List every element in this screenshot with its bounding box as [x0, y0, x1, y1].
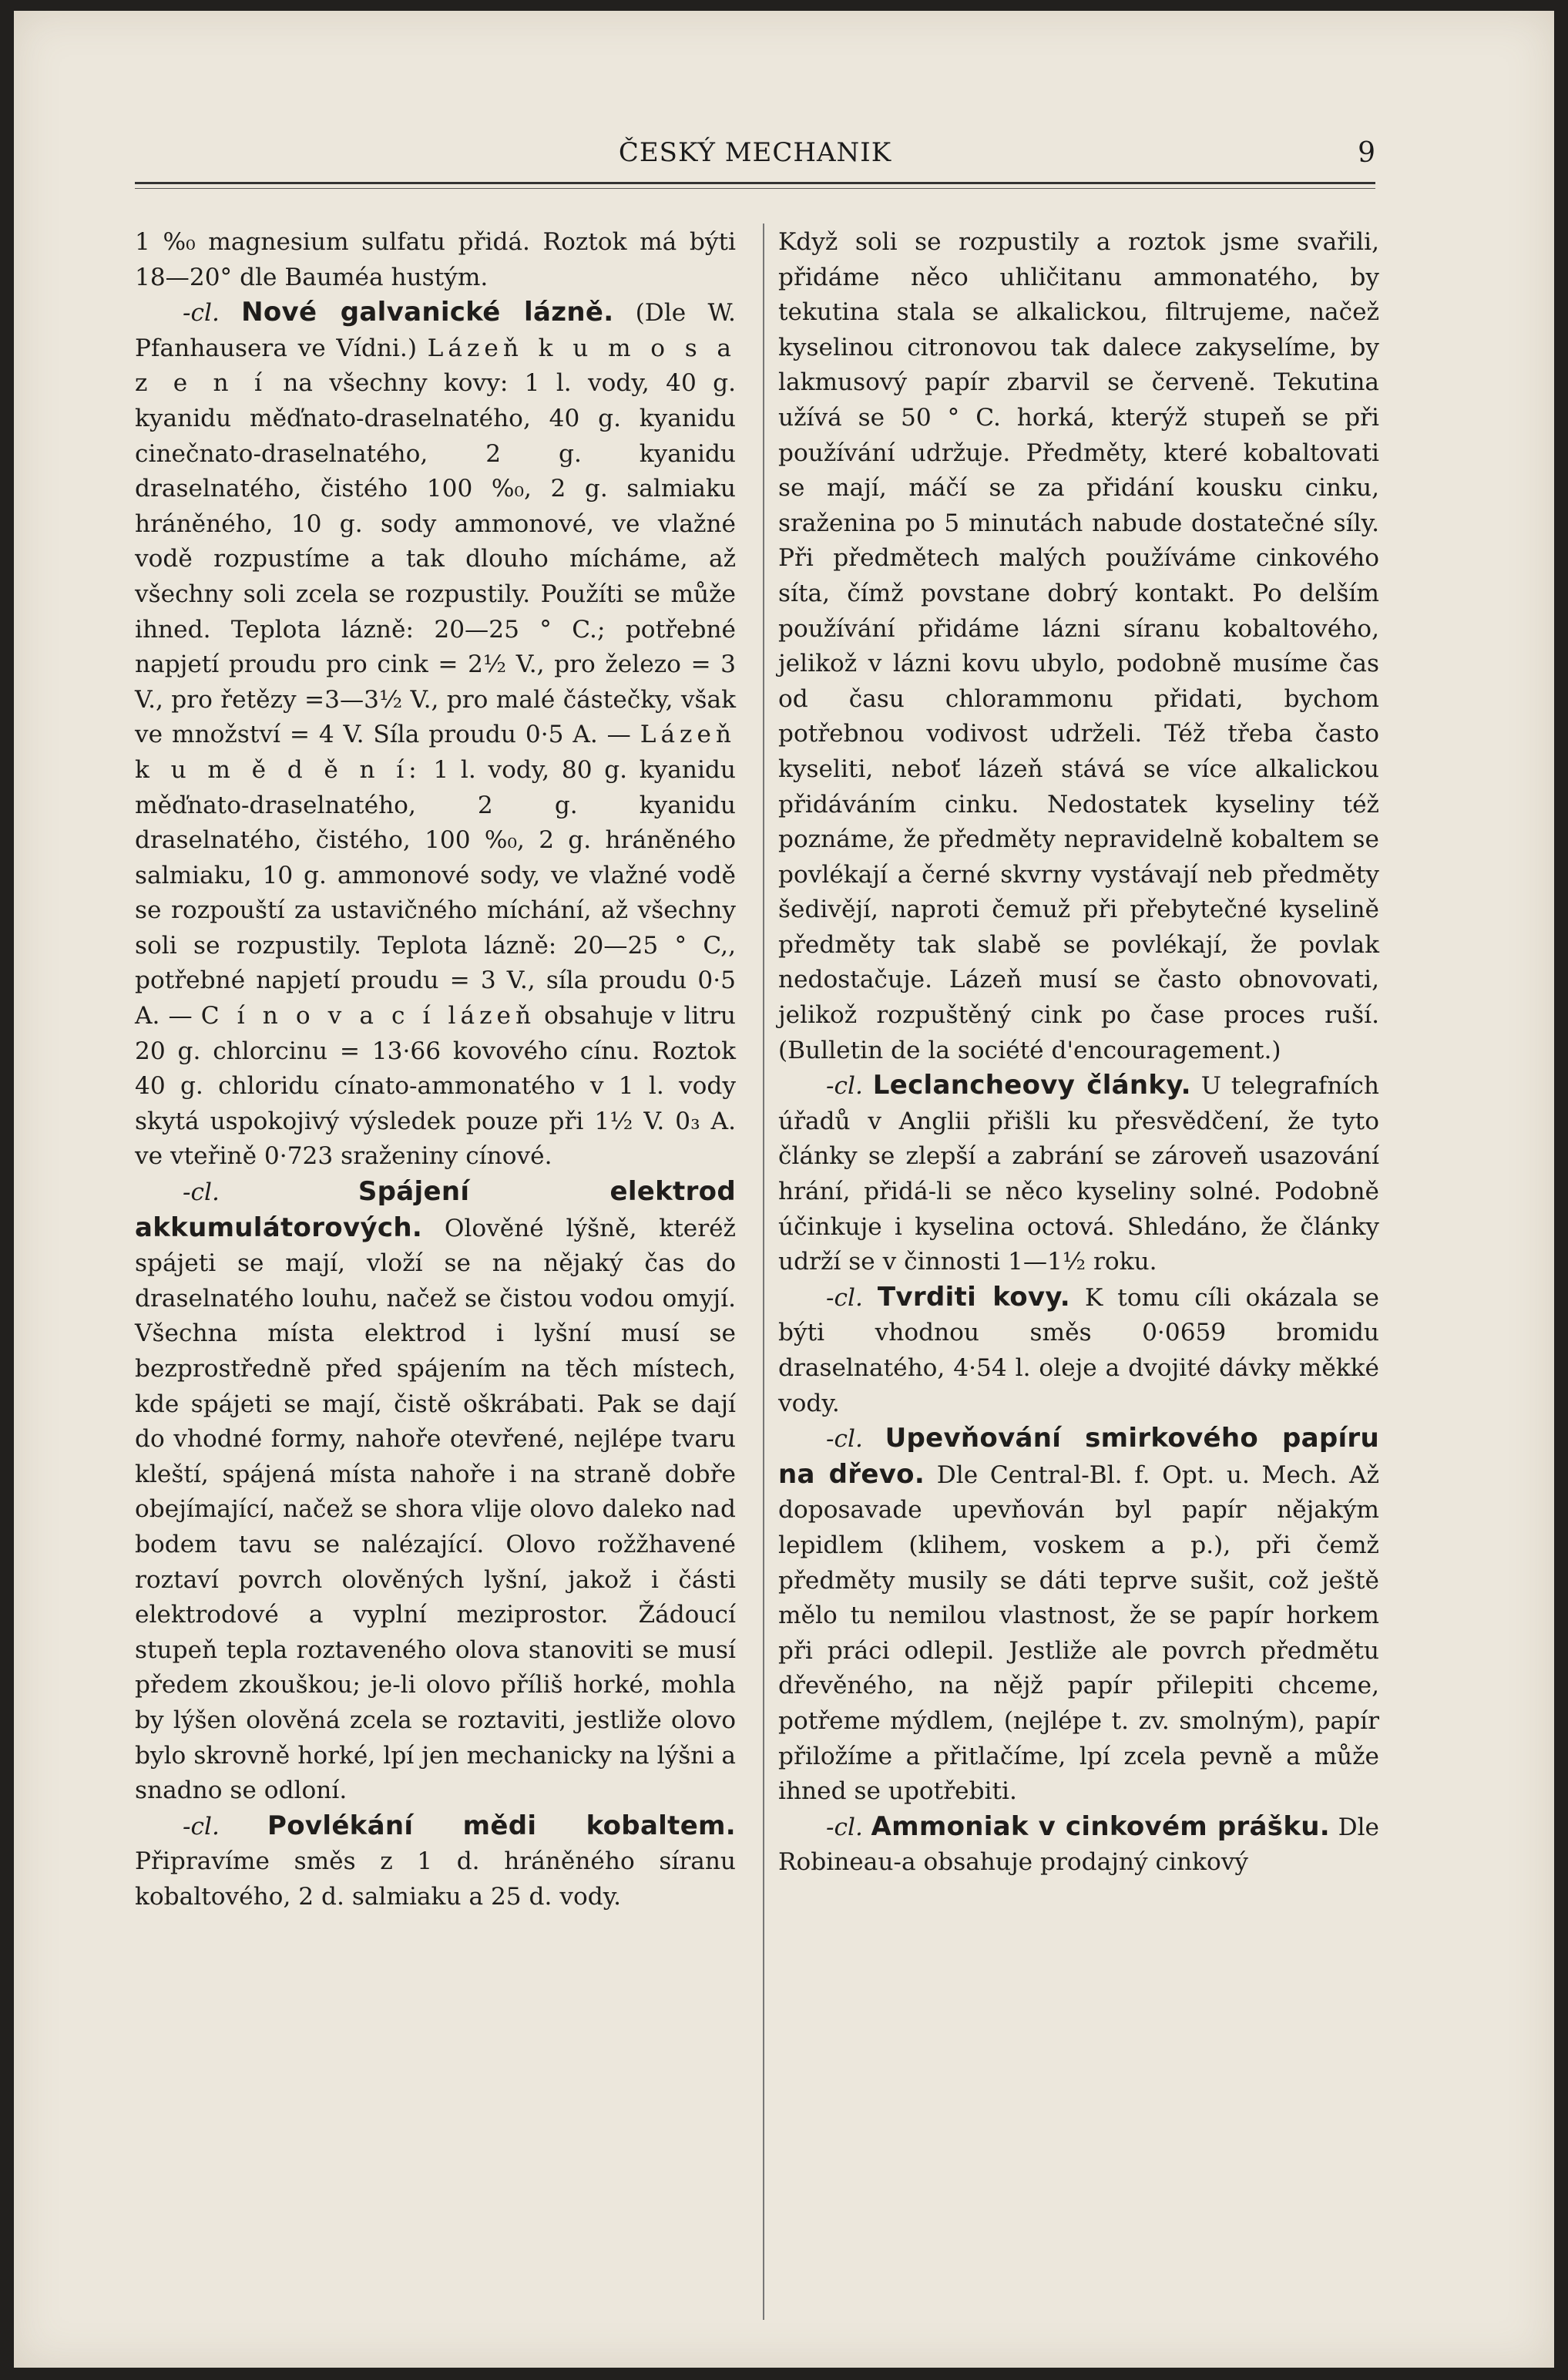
article-byline: -cl.	[826, 1072, 863, 1101]
continued-paragraph: 1 %₀ magnesium sulfatu přidá. Roztok má býti 18—20° dle Bauméa hustým.	[135, 228, 736, 291]
article-ammonia-zinc-powder	[778, 1810, 1379, 1881]
spaced-term: Lázeň k u m o s a z e n í	[135, 334, 736, 398]
article-heading: Upevňování smirkového papíru na dřevo.	[778, 1423, 1379, 1490]
article-text: obsahuje v litru 20 g. chlorcinu = 13·66 kovového cínu. Roztok 40 g. chloridu cínato-ammonatého v 1 l. vody skytá uspokojivý výsledek pouze při 1½ V. 0₃ A. ve vteřině 0·723 sraženiny cínové.	[135, 1002, 736, 1171]
article-heading: Leclancheovy články.	[872, 1070, 1191, 1101]
article-emery-paper	[778, 1421, 1379, 1810]
article-cobalt-plating	[135, 1809, 736, 1915]
article-text: K tomu cíli okázala se býti vhodnou směs 0·0659 bromidu draselnatého, 4·54 l. oleje a dvojité dávky měkké vody.	[778, 1283, 1380, 1417]
journal-title: ČESKÝ MECHANIK	[618, 137, 892, 168]
left-column	[135, 225, 736, 1915]
article-text: (Dle W. Pfanhausera ve Vídni.)	[135, 299, 736, 362]
column-divider	[763, 224, 764, 2320]
running-header	[135, 137, 1375, 176]
right-column	[778, 225, 1379, 1881]
page-number: 9	[1358, 137, 1375, 169]
article-heading: Tvrditi kovy.	[877, 1281, 1070, 1313]
article-heading: Ammoniak v cinkovém prášku.	[871, 1810, 1330, 1842]
article-byline: -cl.	[826, 1813, 863, 1841]
article-heading: Spájení elektrod akkumulátorových.	[135, 1176, 736, 1243]
header-rule	[135, 182, 1375, 184]
article-leclanche-cells	[778, 1068, 1379, 1280]
article-byline: -cl.	[183, 299, 220, 328]
article-text: U telegrafních úřadů v Anglii přišli ku přesvědčení, že tyto články se zlepší a zabrání se zároveň usazování hrání, přidá-li se něco kyseliny solné. Podobně účinkuje i kyselina octová. Shledáno, že články udrží se v činnosti 1—1½ roku.	[778, 1072, 1379, 1276]
article-text: Dle Central-Bl. f. Opt. u. Mech. Až doposavade upevňován byl papír nějakým lepidlem (klihem, voskem a p.), při čemž předměty musily se dáti teprve sušit, což ještě mělo tu nemilou vlastnost, že se papír horkem při práci odlepil. Jestliže ale povrch předmětu dřevěného, na nějž papír přilepiti chceme, potřeme mýdlem, (nejlépe t. zv. smolným), papír přiložíme a přitlačíme, lpí zcela pevně a může ihned se upotřebiti.	[778, 1461, 1380, 1806]
article-byline: -cl.	[826, 1283, 863, 1312]
article-byline: -cl.	[826, 1425, 863, 1454]
article-galvanic-baths	[135, 295, 736, 1175]
continued-paragraph: Když soli se rozpustily a roztok jsme svařili, přidáme něco uhličitanu ammonatého, by tekutina stala se alkalickou, filtrujeme, načež kyselinou citronovou tak dalece zakyselíme, by lakmusový papír zbarvil se červeně. Tekutina užívá se 50 ° C. horká, kterýž stupeň se při používání udržuje. Předměty, které kobaltovati se mají, máčí se za přidání kousku cinku, sraženina po 5 minutách nabude dostatečné síly. Při předmětech malých používáme cinkového síta, čímž povstane dobrý kontakt. Po delším používání přidáme lázni síranu kobaltového, jelikož v lázni kovu ubylo, podobně musíme čas od času chlorammonu přidati, bychom potřebnou vodivost udrželi. Též třeba často kyseliti, neboť lázeň stává se více alkalickou přidáváním cinku. Nedostatek kyseliny též poznáme, že předměty nepravidelně kobaltem se povlékají a černé skvrny vystávají neb předměty šedivějí, naproti čemuž při přebytečné kyselině předměty tak slabě se povlékají, že povlak nedostačuje. Lázeň musí se často obnovovati, jelikož rozpuštěný cink po čase proces ruší. (Bulletin de la société d'encouragement.)	[778, 228, 1379, 1064]
article-text: Dle Robineau-a obsahuje prodajný cinkový	[778, 1813, 1379, 1877]
article-electrode-soldering	[135, 1175, 736, 1809]
spaced-term: C í n o v a c í lázeň	[200, 1002, 536, 1030]
article-text: 1 l. vody, 80 g. kyanidu měďnato-draselnatého, 2 g. kyanidu draselnatého, čistého, 100 %₀, 2 g. hráněného salmiaku, 10 g. ammonové sody, ve vlažné vodě se rozpouští za ustavičného míchání, až všechny soli se rozpustily. Teplota lázně: 20—25 ° C,, potřebné napjetí proudu = 3 V., síla proudu 0·5 A. —	[135, 755, 736, 1030]
article-text: na všechny kovy: 1 l. vody, 40 g. kyanidu měďnato-draselnatého, 40 g. kyanidu cinečnato-draselnatého, 2 g. kyanidu draselnatého, čistého 100 %₀, 2 g. salmiaku hráněného, 10 g. sody ammonové, ve vlažné vodě rozpustíme a tak dlouho mícháme, až všechny soli zcela se rozpustily. Použíti se může ihned. Teplota lázně: 20—25 ° C.; potřebné napjetí proudu pro cink = 2½ V., pro železo = 3 V., pro řetězy =3—3½ V., pro malé částečky, však ve množství = 4 V. Síla proudu 0·5 A. —	[135, 369, 736, 749]
article-text: Olověné lýšně, kteréž spájeti se mají, vloží se na nějaký čas do draselnatého louhu, načež se čistou vodou omyjí. Všechna místa elektrod i lyšní musí se bezprostředně před spájením na těch místech, kde spájeti se mají, čistě oškrábati. Pak se dají do vhodné formy, nahoře otevřené, nejlépe tvaru kleští, spájená místa nahoře i na straně dobře obejímající, načež se shora vlije olovo daleko nad bodem tavu se nalézající. Olovo rožžhavené roztaví povrch olověných lyšní, jakož i části elektrodové a vyplní meziprostor. Žádoucí stupeň tepla roztaveného olova stanoviti se musí předem zkouškou; je-li olovo příliš horké, mohla by lýšen olověná zcela se roztaviti, jestliže olovo bylo skrovně horké, lpí jen mechanicky na lýšni a snadno se odloní.	[135, 1214, 736, 1805]
article-text: Připravíme směs z 1 d. hráněného síranu kobaltového, 2 d. salmiaku a 25 d. vody.	[135, 1847, 736, 1911]
article-byline: -cl.	[183, 1812, 220, 1840]
article-hardening-metals	[778, 1280, 1379, 1421]
article-byline: -cl.	[183, 1178, 220, 1207]
header-rule-thin	[135, 188, 1375, 189]
spaced-term: Lázeň k u m ě d ě n í:	[135, 721, 737, 784]
article-heading: Nové galvanické lázně.	[241, 297, 614, 328]
article-heading: Povlékání mědi kobaltem.	[267, 1810, 736, 1841]
